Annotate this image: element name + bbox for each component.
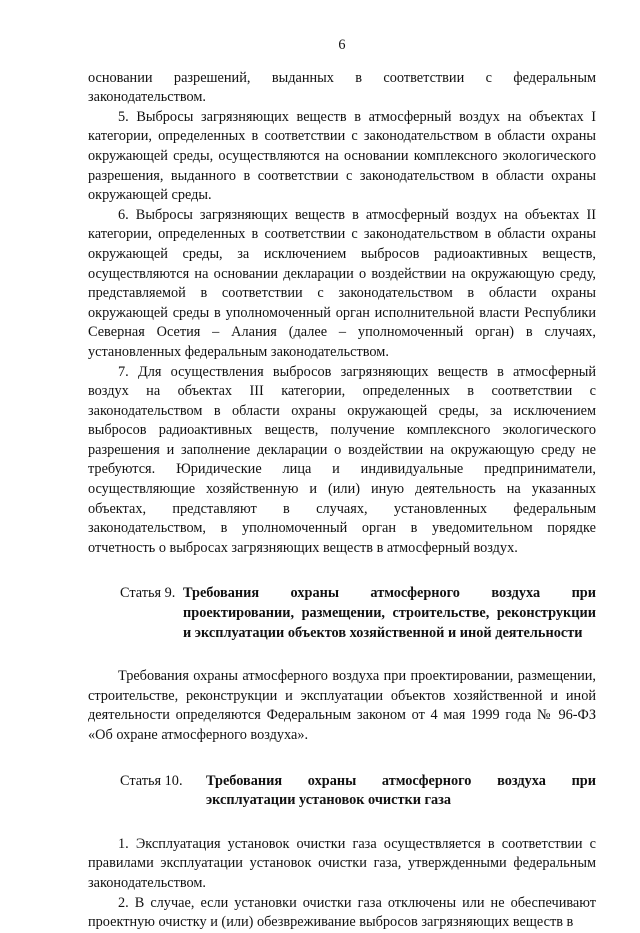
article-10-title: Требования охраны атмосферного воздуха при эксплуатации установок очистки газа xyxy=(206,772,596,809)
article-9-number: Статья 9. xyxy=(120,585,176,602)
paragraph-item-7: 7. Для осуществления выбросов загрязняющих веществ в атмосферный воздух на объектах III категории, определенных в соответствии с законодательством в области охраны окружающей среды, за исключением выбросов радиоактивных веществ, получение комплексного экологического разрешения и заполнение декларации о воздействии на окружающую среду не требуются. Юридические лица и индивидуальные предприниматели, осуществляющие хозяйственную и (или) иную деятельность на указанных объектах, представляют в случаях, установленных федеральным законодательством, в уполномоченный орган в уведомительном порядке отчетность о выбросах загрязняющих веществ в атмосферный воздух. xyxy=(88,363,596,556)
article-10-paragraph-2: 2. В случае, если установки очистки газа отключены или не обеспечивают проектную очистку и (или) обезвреживание выбросов загрязняющих веществ в xyxy=(88,894,596,931)
article-9-title: Требования охраны атмосферного воздуха при проектировании, размещении, строительстве, реконструкции и эксплуатации объектов хозяйственной и иной деятельности xyxy=(183,585,596,641)
article-9-heading xyxy=(88,584,596,643)
page-number: 6 xyxy=(338,37,346,53)
paragraph-item-5: 5. Выбросы загрязняющих веществ в атмосферный воздух на объектах I категории, определенных в соответствии с законодательством в области охраны окружающей среды, осуществляются на основании комплексного экологического разрешения, выданного в соответствии с законодательством в области охраны окружающей среды. xyxy=(88,108,596,204)
article-10-heading xyxy=(88,772,596,811)
article-9-body: Требования охраны атмосферного воздуха при проектировании, размещении, строительстве, реконструкции и эксплуатации объектов хозяйственной и иной деятельности определяются Федеральным законом от 4 мая 1999 года № 96-ФЗ «Об охране атмосферного воздуха». xyxy=(88,668,596,743)
paragraph-item-6: 6. Выбросы загрязняющих веществ в атмосферный воздух на объектах II категории, определенных в соответствии с законодательством в области охраны окружающей среды, за исключением выбросов радиоактивных веществ, осуществляются на основании декларации о воздействии на окружающую среду, представляемой в соответствии с законодательством в области охраны окружающей среды в уполномоченный орган исполнительной власти Республики Северная Осетия – Алания (далее – уполномоченный орган) в случаях, установленных федеральным законодательством. xyxy=(88,206,596,360)
article-10-paragraph-1: 1. Эксплуатация установок очистки газа осуществляется в соответствии с правилами эксплуатации установок очистки газа, утвержденными федеральным законодательством. xyxy=(88,835,596,891)
paragraph-continuation: основании разрешений, выданных в соответствии с федеральным законодательством. xyxy=(88,69,596,106)
article-10-number: Статья 10. xyxy=(120,772,183,789)
